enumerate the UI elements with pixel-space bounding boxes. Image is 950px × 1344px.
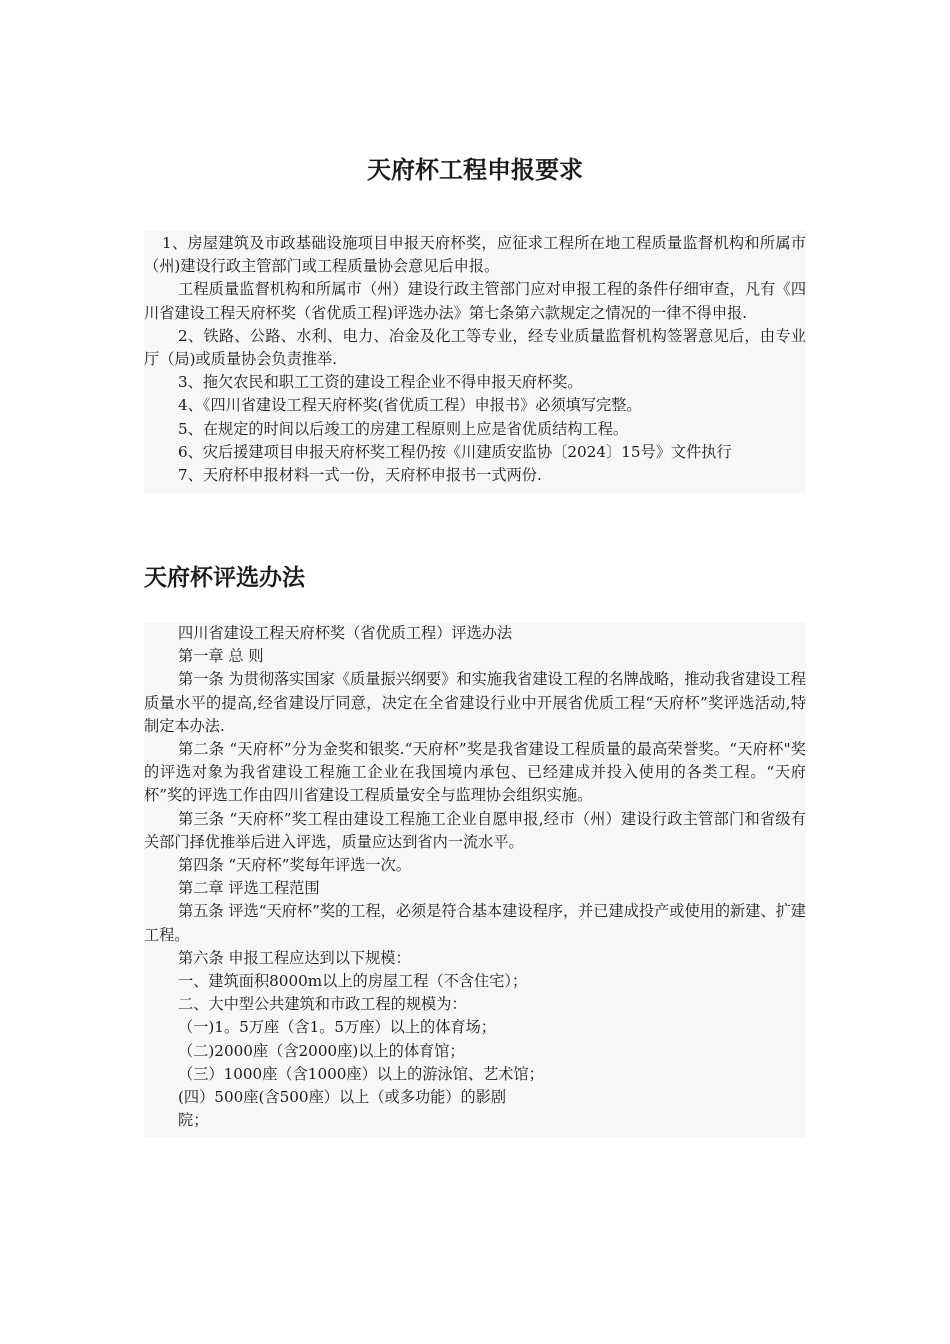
requirement-paragraph: 2、铁路、公路、水利、电力、冶金及化工等专业，经专业质量监督机构签署意见后，由专业厅（局)或质量协会负责推举. — [144, 326, 806, 369]
list-item: 二、大中型公共建筑和市政工程的规模为： — [178, 995, 467, 1014]
requirement-paragraph: 7、天府杯申报材料一式一份，天府杯申报书一式两份. — [178, 466, 542, 485]
rules-paragraph: 第六条 申报工程应达到以下规模： — [178, 948, 411, 967]
rules-paragraph: 第三条 “天府杯”奖工程由建设工程施工企业自愿申报,经市（州）建设行政主管部门和省级有关部门择优推举后进入评选，质量应达到省内一流水平。 — [144, 809, 806, 851]
list-item: （一)1。5万座（含1。5万座）以上的体育场； — [178, 1018, 496, 1037]
requirement-paragraph: 1、房屋建筑及市政基础设施项目申报天府杯奖，应征求工程所在地工程质量监督机构和所属市（州)建设行政主管部门或工程质量协会意见后申报。 — [144, 234, 806, 276]
list-item: （三）1000座（含1000座）以上的游泳馆、艺术馆； — [178, 1064, 544, 1083]
list-item: (四）500座(含500座）以上（或多功能）的影剧 — [178, 1088, 507, 1107]
section-heading: 天府杯评选办法 — [144, 565, 305, 591]
chapter-heading: 第一章 总 则 — [178, 647, 264, 666]
rules-block — [144, 622, 806, 1138]
page-title: 天府杯工程申报要求 — [367, 156, 583, 184]
rules-paragraph: 第四条 “天府杯”奖每年评选一次。 — [178, 856, 411, 875]
requirement-paragraph: 3、拖欠农民和职工工资的建设工程企业不得申报天府杯奖。 — [178, 373, 583, 392]
rules-paragraph: 第一条 为贯彻落实国家《质量振兴纲要》和实施我省建设工程的名牌战略，推动我省建设工程质量水平的提高,经省建设厅同意，决定在全省建设行业中开展省优质工程“天府杯”奖评选活动,特制定本办法. — [144, 670, 806, 735]
requirement-paragraph: 5、在规定的时间以后竣工的房建工程原则上应是省优质结构工程。 — [178, 419, 629, 438]
rules-paragraph: 第五条 评选“天府杯”奖的工程，必须是符合基本建设程序，并已建成投产或使用的新建、扩建工程。 — [144, 902, 806, 944]
requirement-paragraph: 4、《四川省建设工程天府杯奖(省优质工程）申报书》必须填写完整。 — [178, 396, 642, 415]
rules-paragraph: 第二条 “天府杯”分为金奖和银奖.“天府杯”奖是我省建设工程质量的最高荣誉奖。“天府杯"奖的评选对象为我省建设工程施工企业在我国境内承包、已经建成并投入使用的各类工程。“天府杯”奖的评选工作由四川省建设工程质量安全与监理协会组织实施。 — [144, 740, 806, 805]
list-item: 一、建筑面积8000m以上的房屋工程（不含住宅）； — [178, 972, 528, 991]
rules-paragraph: 四川省建设工程天府杯奖（省优质工程）评选办法 — [178, 624, 513, 642]
requirement-paragraph: 工程质量监督机构和所属市（州）建设行政主管部门应对申报工程的条件仔细审查，凡有《四川省建设工程天府杯奖（省优质工程)评选办法》第七条第六款规定之情况的一律不得申报. — [144, 280, 806, 322]
list-item: （二)2000座（含2000座)以上的体育馆； — [178, 1041, 465, 1060]
requirements-block — [144, 230, 806, 493]
chapter-heading: 第二章 评选工程范围 — [178, 879, 320, 898]
requirement-paragraph: 6、灾后援建项目申报天府杯奖工程仍按《川建质安监协〔2024〕15号》文件执行 — [178, 442, 732, 461]
list-item: 院； — [178, 1111, 209, 1130]
